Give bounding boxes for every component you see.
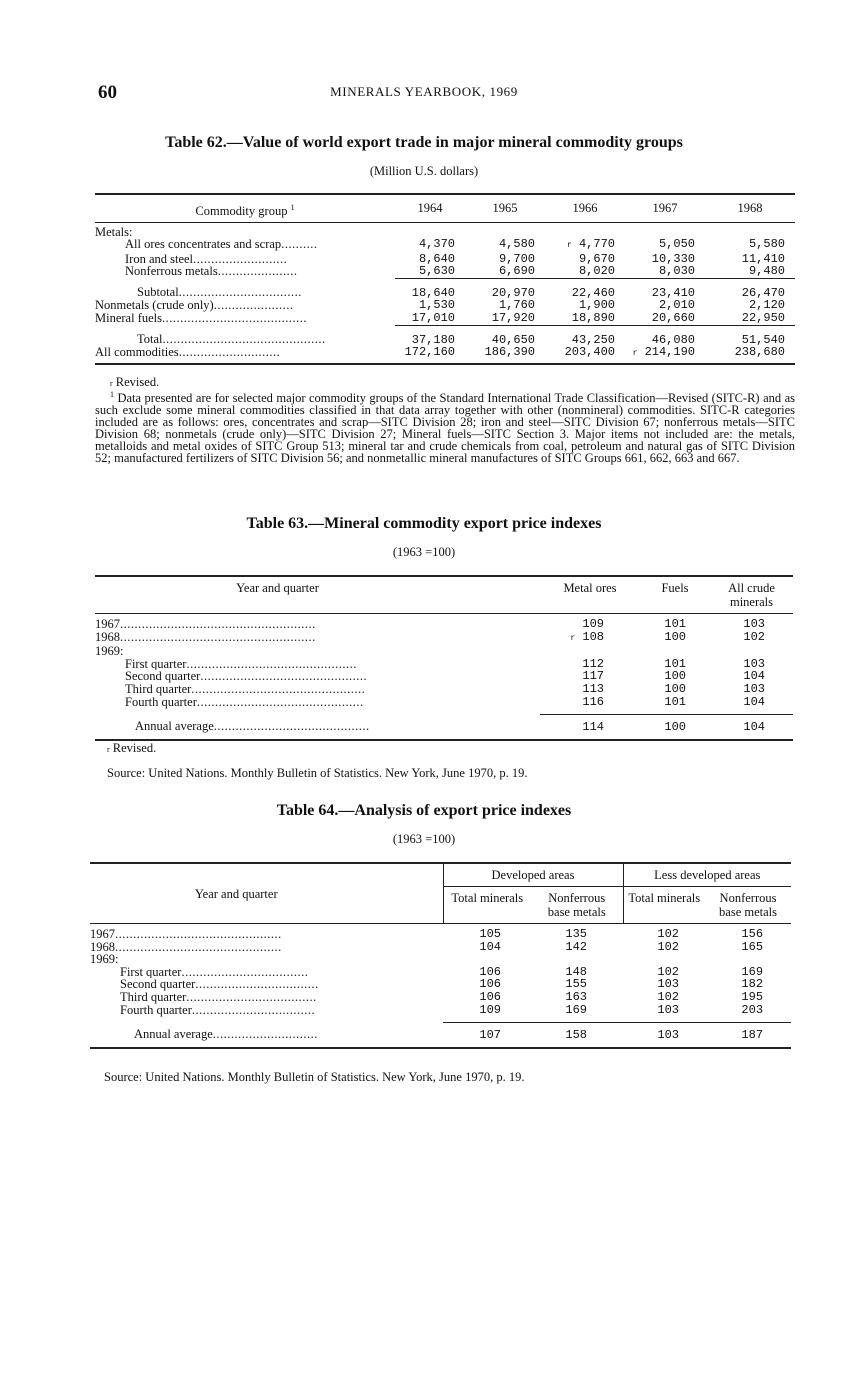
cell: 116 — [582, 694, 604, 709]
cell: r 108 — [570, 629, 604, 644]
cell: 106 — [479, 989, 501, 1004]
cell: 9,700 — [498, 251, 535, 266]
cell: 102 — [657, 989, 680, 1004]
table-row — [95, 683, 793, 696]
row-label: Third quarter.................................... — [120, 990, 317, 1004]
table63-title: Table 63.—Mineral commodity export price indexes — [246, 515, 602, 532]
table63-col-metal-ores: Metal ores — [563, 581, 617, 595]
table64-col-ldc-nonferrous: Nonferrous base metals — [719, 891, 777, 919]
row-label: All ores concentrates and scrap.......... — [125, 238, 318, 252]
cell: 104 — [479, 939, 501, 954]
cell: 18,640 — [395, 278, 465, 299]
table-row — [90, 991, 791, 1004]
table62-col-1967: 1967 — [652, 201, 678, 215]
cell: 20,970 — [465, 278, 545, 299]
row-label: Total............................................. — [137, 332, 326, 347]
table63 — [95, 575, 793, 741]
table62-section-metals: Metals: — [95, 224, 133, 239]
table63-col-fuels: Fuels — [661, 581, 689, 595]
running-title: MINERALS YEARBOOK, 1969 — [330, 84, 518, 99]
row-label: 1967...................................................... — [95, 617, 316, 631]
cell: 158 — [531, 1022, 623, 1048]
table63-col-year: Year and quarter — [236, 581, 319, 595]
cell: 104 — [743, 669, 765, 684]
cell: 9,480 — [748, 264, 785, 279]
row-label: Iron and steel.......................... — [125, 252, 288, 266]
cell: r 214,190 — [632, 345, 695, 360]
cell: 9,670 — [578, 251, 615, 266]
row-label: 1969: — [95, 645, 124, 658]
cell: 142 — [565, 939, 588, 954]
table62-col-1966: 1966 — [572, 201, 598, 215]
cell: 100 — [664, 681, 686, 696]
row-label: Mineral fuels........................................ — [95, 312, 307, 326]
table-row — [90, 953, 791, 966]
table62-title: Table 62.—Value of world export trade in major mineral commodity groups — [165, 134, 683, 151]
table-row — [95, 670, 793, 683]
table-row — [95, 614, 793, 631]
cell: 106 — [479, 964, 501, 979]
cell: 10,330 — [651, 251, 695, 266]
cell: 103 — [657, 977, 680, 992]
cell: 103 — [743, 681, 765, 696]
cell: 1,760 — [498, 298, 535, 313]
row-label: Fourth quarter.................................. — [120, 1003, 316, 1017]
cell: 107 — [443, 1022, 531, 1048]
row-label: 1968.............................................. — [90, 940, 282, 954]
cell: 104 — [743, 694, 765, 709]
cell: 109 — [582, 617, 604, 631]
table62-col-1968: 1968 — [737, 201, 763, 215]
row-label: Annual average............................. — [134, 1027, 318, 1042]
cell: 102 — [743, 629, 765, 644]
row-label: Third quarter................................................ — [125, 682, 366, 696]
table-row — [95, 658, 793, 671]
cell: r 4,770 — [566, 237, 615, 252]
cell: 22,460 — [545, 278, 625, 299]
table64-subtitle: (1963 =100) — [392, 832, 456, 846]
row-label: Second quarter.................................. — [120, 978, 319, 991]
cell: 105 — [479, 927, 501, 941]
cell: 169 — [741, 964, 764, 979]
cell: 112 — [582, 656, 604, 671]
row-label: Subtotal.................................. — [137, 285, 302, 300]
table-row — [90, 966, 791, 979]
cell: 17,920 — [491, 311, 535, 326]
cell: 169 — [565, 1002, 588, 1017]
table63-subtitle: (1963 =100) — [392, 545, 456, 559]
cell: 26,470 — [705, 278, 795, 299]
table64 — [90, 862, 791, 1049]
cell: 1,900 — [578, 298, 615, 313]
cell: 156 — [741, 927, 764, 941]
cell: 109 — [479, 1002, 501, 1017]
table62-col-1965: 1965 — [492, 201, 518, 215]
page-number: 60 — [98, 82, 117, 103]
cell: 8,640 — [418, 251, 455, 266]
table62-section-row — [95, 222, 795, 238]
table-row — [95, 645, 793, 658]
table64-col-dev-nonferrous: Nonferrous base metals — [547, 891, 606, 919]
table64-source: Source: United Nations. Monthly Bulletin of Statistics. New York, June 1970, p. 19. — [104, 1070, 525, 1084]
cell: 46,080 — [625, 325, 705, 346]
table-row — [95, 714, 793, 740]
table63-header-row — [95, 576, 793, 614]
cell: 100 — [664, 629, 686, 644]
cell: 203 — [741, 1002, 764, 1017]
table-row — [95, 265, 795, 278]
cell: 114 — [540, 714, 640, 740]
cell: 102 — [657, 927, 680, 941]
cell: 2,120 — [748, 298, 785, 313]
cell: 148 — [565, 964, 588, 979]
row-label: First quarter............................................... — [125, 657, 357, 671]
table64-col-year: Year and quarter — [90, 863, 443, 924]
table62-header-row — [95, 194, 795, 222]
table-row — [95, 238, 795, 253]
cell: 172,160 — [404, 345, 455, 360]
table62-footnote: $^1$ Data presented are for selected major commodity groups of the Standard International Trade Classification—Revised (SITC-R) and as such exclude some mineral commodities classified in that data array together with other (nonmineral) commodities. SITC-R categories included are as follows: ores, concentrates and scrap—SITC Division 28; iron and steel—SITC Division 67; nonferrous metals—SITC Division 68; nonmetals (crude only)—SITC Division 27; Mineral fuels—SITC Section 3. Major items not included are: the metals, metalloids and metal oxides of SITC Group 513; mineral tar and crude chemicals from coal, petroleum and natural gas of SITC Division 52; manufactured fertilizers of SITC Division 56; and nonmetallic mineral manufactures of SITC Groups 661, 662, 663 and 667. — [95, 390, 795, 466]
cell: 17,010 — [411, 311, 455, 326]
table64-title: Table 64.—Analysis of export price indexes — [276, 802, 572, 819]
table-row — [95, 346, 795, 364]
table62 — [95, 193, 795, 365]
table64-group-header-row — [90, 863, 791, 887]
cell: 40,650 — [465, 325, 545, 346]
table-row — [95, 696, 793, 715]
table-row — [90, 1022, 791, 1048]
cell: 101 — [664, 617, 686, 631]
row-label: 1969: — [90, 953, 119, 966]
table-row — [95, 312, 795, 325]
cell: 102 — [657, 939, 680, 954]
cell: 43,250 — [545, 325, 625, 346]
cell: 100 — [640, 714, 710, 740]
cell: 182 — [741, 977, 764, 992]
row-label: Fourth quarter.............................................. — [125, 695, 364, 709]
cell: 18,890 — [571, 311, 615, 326]
table62-revised-note: r Revised. — [110, 375, 160, 389]
row-label: 1968...................................................... — [95, 630, 316, 644]
cell: 101 — [664, 656, 686, 671]
cell: 155 — [565, 977, 588, 992]
table63-revised-note: r Revised. — [107, 741, 157, 755]
cell: 5,630 — [418, 264, 455, 279]
revised-mark: r — [570, 633, 576, 643]
table-row — [90, 924, 791, 941]
row-label: 1967.............................................. — [90, 927, 282, 941]
cell: 4,370 — [418, 237, 455, 252]
row-label: Nonferrous metals...................... — [125, 265, 298, 279]
cell: 103 — [623, 1022, 705, 1048]
cell: 11,410 — [741, 251, 785, 266]
table62-col-commodity: Commodity group $^1$ — [195, 203, 295, 219]
cell: 51,540 — [705, 325, 795, 346]
cell: 8,020 — [578, 264, 615, 279]
row-label: Annual average........................................... — [135, 719, 370, 734]
table64-col-ldc-total: Total minerals — [623, 887, 705, 924]
table-row — [95, 278, 795, 299]
cell: 104 — [710, 714, 793, 740]
cell: 103 — [743, 656, 765, 671]
row-label: All commodities............................ — [95, 346, 281, 360]
table62-col-1964: 1964 — [417, 201, 443, 215]
table64-group-developed: Developed areas — [443, 863, 623, 887]
cell: 102 — [657, 964, 680, 979]
table-row — [90, 941, 791, 954]
cell: 238,680 — [734, 345, 785, 360]
table64-col-dev-total: Total minerals — [443, 887, 531, 924]
cell: 6,690 — [498, 264, 535, 279]
cell: 186,390 — [484, 345, 535, 360]
cell: 106 — [479, 977, 501, 992]
table63-col-all-crude: All crude minerals — [728, 581, 775, 609]
cell: 135 — [565, 927, 588, 941]
cell: 1,530 — [418, 298, 455, 313]
revised-mark: r — [632, 349, 638, 359]
row-label: First quarter................................... — [120, 965, 309, 979]
cell: 101 — [664, 694, 686, 709]
cell: 203,400 — [564, 345, 615, 360]
cell: 163 — [565, 989, 588, 1004]
cell: 8,030 — [658, 264, 695, 279]
cell: 20,660 — [651, 311, 695, 326]
row-label: Second quarter.............................................. — [125, 670, 368, 683]
cell: 4,580 — [498, 237, 535, 252]
cell: 5,050 — [658, 237, 695, 252]
cell: 22,950 — [741, 311, 785, 326]
table63-source: Source: United Nations. Monthly Bulletin of Statistics. New York, June 1970, p. 19. — [107, 766, 528, 780]
cell: 5,580 — [748, 237, 785, 252]
table62-subtitle: (Million U.S. dollars) — [369, 164, 479, 178]
table64-group-less-developed: Less developed areas — [623, 863, 791, 887]
table-row — [90, 978, 791, 991]
cell: 37,180 — [395, 325, 465, 346]
cell: 2,010 — [658, 298, 695, 313]
cell: 113 — [582, 681, 604, 696]
row-label: Nonmetals (crude only)...................... — [95, 299, 294, 313]
cell: 103 — [657, 1002, 680, 1017]
cell: 103 — [743, 617, 765, 631]
revised-mark: r — [566, 241, 572, 251]
cell: 117 — [582, 669, 604, 684]
table-row — [90, 1004, 791, 1023]
cell: 165 — [741, 939, 764, 954]
cell: 195 — [741, 989, 764, 1004]
cell: 187 — [705, 1022, 791, 1048]
table-row — [95, 631, 793, 646]
cell: 23,410 — [625, 278, 705, 299]
cell: 100 — [664, 669, 686, 684]
table-row — [95, 325, 795, 346]
